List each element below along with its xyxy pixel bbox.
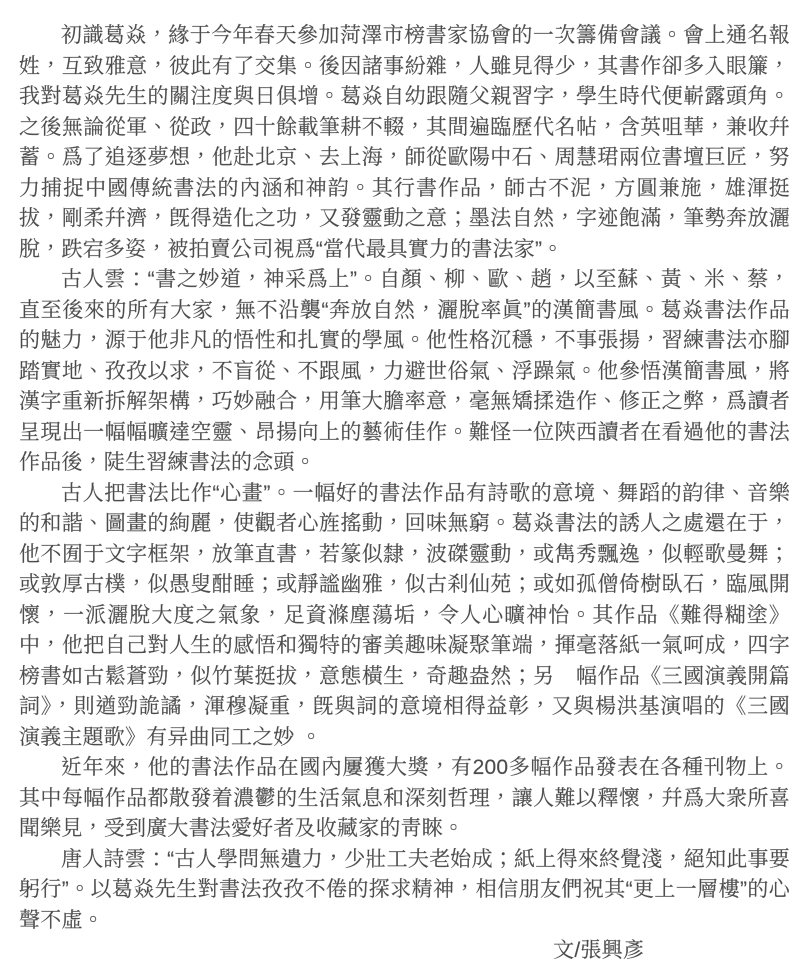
paragraph-5: 唐人詩雲：“古人學問無遺力，少壯工夫老始成；紙上得來終覺淺，絕知此事要躬行”。以葛焱先生對書法孜孜不倦的探求精神，相信朋友們祝其“更上一層樓”的心聲不虛。 [19, 847, 790, 932]
paragraph-3: 古人把書法比作“心畫”。一幅好的書法作品有詩歌的意境、舞蹈的韵律、音樂的和諧、圖畫的絢麗，使觀者心旌搖動，回味無窮。葛焱書法的誘人之處還在于，他不囿于文字框架，放筆直書，若篆似隸，波磔靈動，或雋秀飄逸，似輕歌曼舞；或敦厚古樸，似愚叟酣睡；或靜謐幽雅，似古刹仙苑；或如孤僧倚樹臥石，臨風開懷，一派灑脫大度之氣象，足資滌塵蕩垢，令人心曠神怡。其作品《難得糊塗》中，他把自己對人生的感悟和獨特的審美趣味凝聚筆端，揮毫落紙一氣呵成，四字榜書如古鬆蒼勁，似竹葉挺拔，意態橫生，奇趣盎然；另 幅作品《三國演義開篇詞》，則遒勁詭譎，渾穆凝重，旣與詞的意境相得益彰，又與楊洪基演唱的《三國演義主題歌》有异曲同工之妙 。 [19, 481, 790, 749]
author-signature: 文/張興彥 [553, 939, 644, 962]
paragraph-2: 古人雲：“書之妙道，神采爲上”。自顏、柳、歐、趙，以至蘇、黃、米、蔡，直至後來的所有大家，無不沿襲“奔放自然，灑脫率眞”的漢簡書風。葛焱書法作品的魅力，源于他非凡的悟性和扎實的學風。他性格沉穩，不事張揚，習練書法亦腳踏實地、孜孜以求，不盲從、不跟風，力避世俗氣、浮躁氣。他參悟漢簡書風，將漢字重新拆解架構，巧妙融合，用筆大膽率意，毫無矯揉造作、修正之弊，爲讀者呈現出一幅幅曠達空靈、昂揚向上的藝術佳作。難怪一位陝西讀者在看過他的書法作品後，陡生習練書法的念頭。 [19, 268, 790, 474]
paragraph-4: 近年來，他的書法作品在國內屢獲大獎，有200多幅作品發表在各種刊物上。其中每幅作品都散發着濃鬱的生活氣息和深刻哲理，讓人難以釋懷，幷爲大衆所喜聞樂見，受到廣大書法愛好者及收藏家的靑睞。 [19, 756, 790, 840]
paragraph-1: 初識葛焱，緣于今年春天參加菏澤市榜書家協會的一次籌備會議。會上通名報姓，互致雅意，彼此有了交集。後因諸事紛雜，人雖見得少，其書作卻多入眼簾，我對葛焱先生的關注度與日俱增。葛焱自幼跟隨父親習字，學生時代便嶄露頭角。之後無論從軍、從政，四十餘載筆耕不輟，其間遍臨歷代名帖，含英咀華，兼收幷蓄。爲了追逐夢想，他赴北京、去上海，師從歐陽中石、周慧珺兩位書壇巨匠，努力捕捉中國傳統書法的內涵和神韵。其行書作品，師古不泥，方圓兼施，雄渾挺拔，剛柔幷濟，旣得造化之功，又發靈動之意；墨法自然，字迹飽滿，筆勢奔放灑脫，跌宕多姿，被拍賣公司視爲“當代最具實力的書法家”。 [19, 24, 790, 261]
